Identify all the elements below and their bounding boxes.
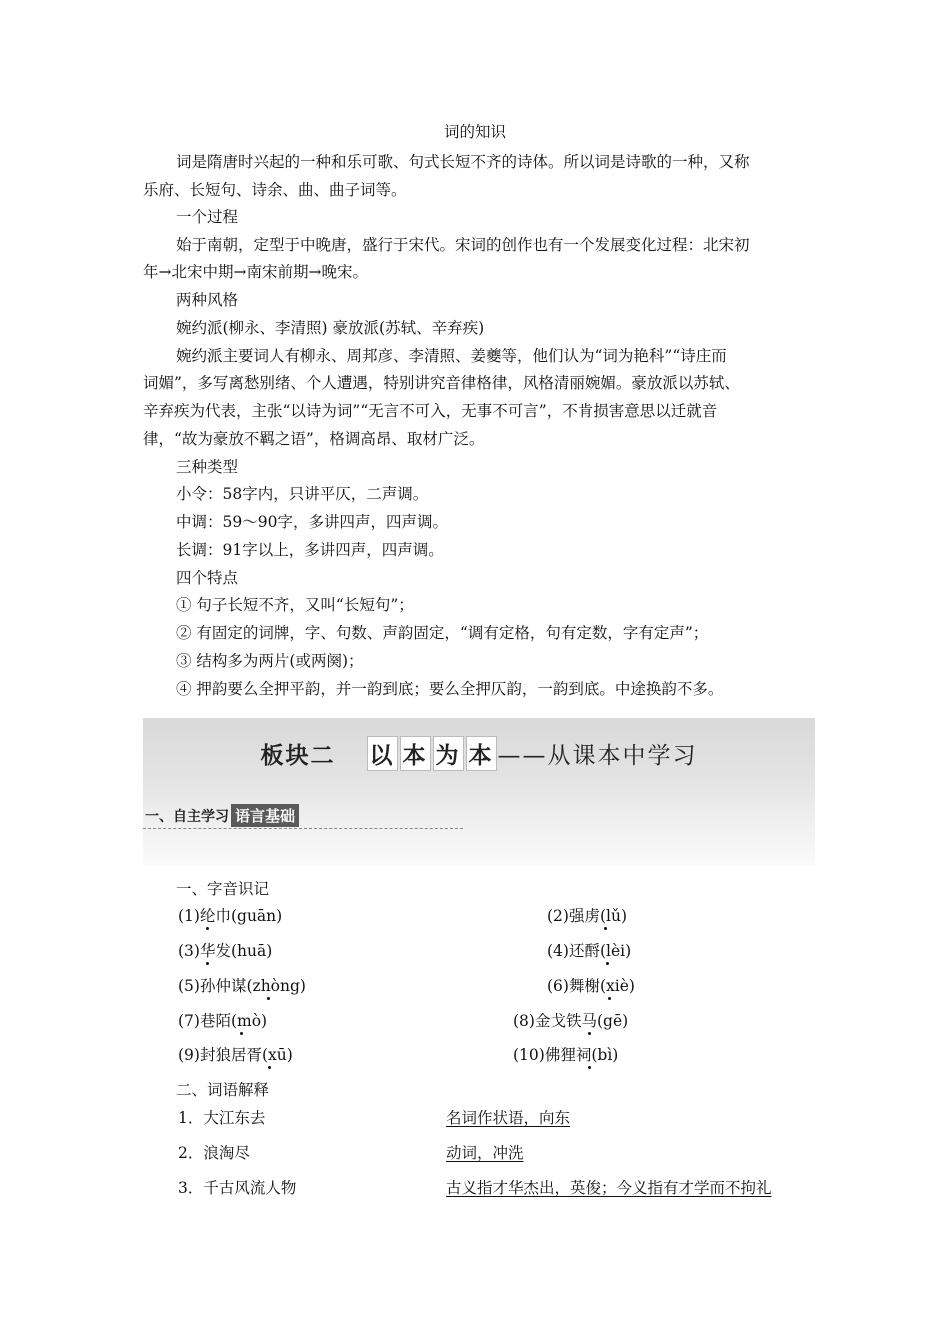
pronunciation-heading: 一、字音识记	[176, 880, 270, 898]
pron-item-6: (6)舞榭(xiè)	[547, 977, 635, 995]
pron-item-8: (8)金戈铁马(gē)	[513, 1012, 629, 1030]
section-subheading	[145, 804, 299, 827]
pron-item-5: (5)孙仲谋(zhòng)	[178, 977, 306, 995]
vocab-def-3: 古义指才华杰出，英俊；今义指有才学而不拘礼	[446, 1179, 772, 1197]
banner-box-1: 以	[367, 736, 398, 771]
process-line-1: 始于南朝，定型于中晚唐，盛行于宋代。宋词的创作也有一个发展变化过程：北宋初	[176, 236, 750, 254]
vocab-heading: 二、词语解释	[176, 1081, 270, 1099]
vocab-def-1: 名词作状语，向东	[446, 1109, 571, 1127]
features-item-3: ③ 结构多为两片(或两阕)；	[176, 652, 364, 670]
pron-item-10: (10)佛狸祠(bì)	[513, 1046, 619, 1064]
styles-heading: 两种风格	[176, 291, 239, 309]
vocab-term-1: 1．大江东去	[178, 1109, 266, 1127]
styles-line-1: 婉约派主要词人有柳永、周邦彦、李清照、姜夔等，他们认为“词为艳科”“诗庄而	[176, 347, 727, 365]
types-item-2: 中调：59～90字，多讲四声，四声调。	[176, 513, 448, 531]
types-heading: 三种类型	[176, 458, 239, 476]
process-heading: 一个过程	[176, 208, 239, 226]
pron-item-7: (7)巷陌(mò)	[178, 1012, 268, 1030]
styles-summary: 婉约派(柳永、李清照) 豪放派(苏轼、辛弃疾)	[176, 319, 485, 337]
features-item-4: ④ 押韵要么全押平韵，并一韵到底；要么全押仄韵，一韵到底。中途换韵不多。	[176, 680, 724, 698]
pron-item-3: (3)华发(huā)	[178, 942, 273, 960]
banner-dash: ——	[497, 743, 548, 769]
banner-title	[143, 736, 815, 771]
intro-line-1: 词是隋唐时兴起的一种和乐可歌、句式长短不齐的诗体。所以词是诗歌的一种，又称	[176, 153, 750, 171]
features-item-1: ① 句子长短不齐，又叫“长短句”；	[176, 596, 414, 614]
page-title: 词的知识	[443, 123, 506, 141]
styles-line-2: 词媚”，多写离愁别绪、个人遭遇，特别讲究音律格律，风格清丽婉媚。豪放派以苏轼、	[143, 374, 740, 392]
styles-line-4: 律，“故为豪放不羁之语”，格调高昂、取材广泛。	[143, 430, 485, 448]
section-banner	[143, 718, 815, 866]
types-item-3: 长调：91字以上，多讲四声，四声调。	[176, 541, 444, 559]
banner-rest: 从课本中学习	[547, 743, 698, 769]
types-item-1: 小令：58字内，只讲平仄，二声调。	[176, 485, 429, 503]
divider	[143, 828, 463, 829]
process-line-2: 年→北宋中期→南宋前期→晚宋。	[143, 263, 368, 281]
vocab-term-3: 3．千古风流人物	[178, 1179, 297, 1197]
banner-box-2: 本	[400, 736, 431, 771]
pron-item-4: (4)还酹(lèi)	[547, 942, 632, 960]
pron-item-2: (2)强虏(lǔ)	[547, 907, 628, 925]
banner-box-4: 本	[466, 736, 497, 771]
styles-line-3: 辛弃疾为代表，主张“以诗为词”“无言不可入，无事不可言”，不肯损害意思以迁就音	[143, 402, 718, 420]
banner-box-3: 为	[433, 736, 464, 771]
vocab-term-2: 2．浪淘尽	[178, 1144, 250, 1162]
features-item-2: ② 有固定的词牌，字、句数、声韵固定，“调有定格，句有定数，字有定声”；	[176, 624, 709, 642]
banner-part: 板块二	[260, 743, 336, 769]
pron-item-1: (1)纶巾(guān)	[178, 907, 283, 925]
vocab-def-2: 动词，冲洗	[446, 1144, 524, 1162]
pron-item-9: (9)封狼居胥(xū)	[178, 1046, 293, 1064]
intro-line-2: 乐府、长短句、诗余、曲、曲子词等。	[143, 181, 407, 199]
subheading-box: 语言基础	[231, 804, 299, 827]
subheading-label: 一、自主学习	[145, 809, 229, 825]
features-heading: 四个特点	[176, 569, 239, 587]
